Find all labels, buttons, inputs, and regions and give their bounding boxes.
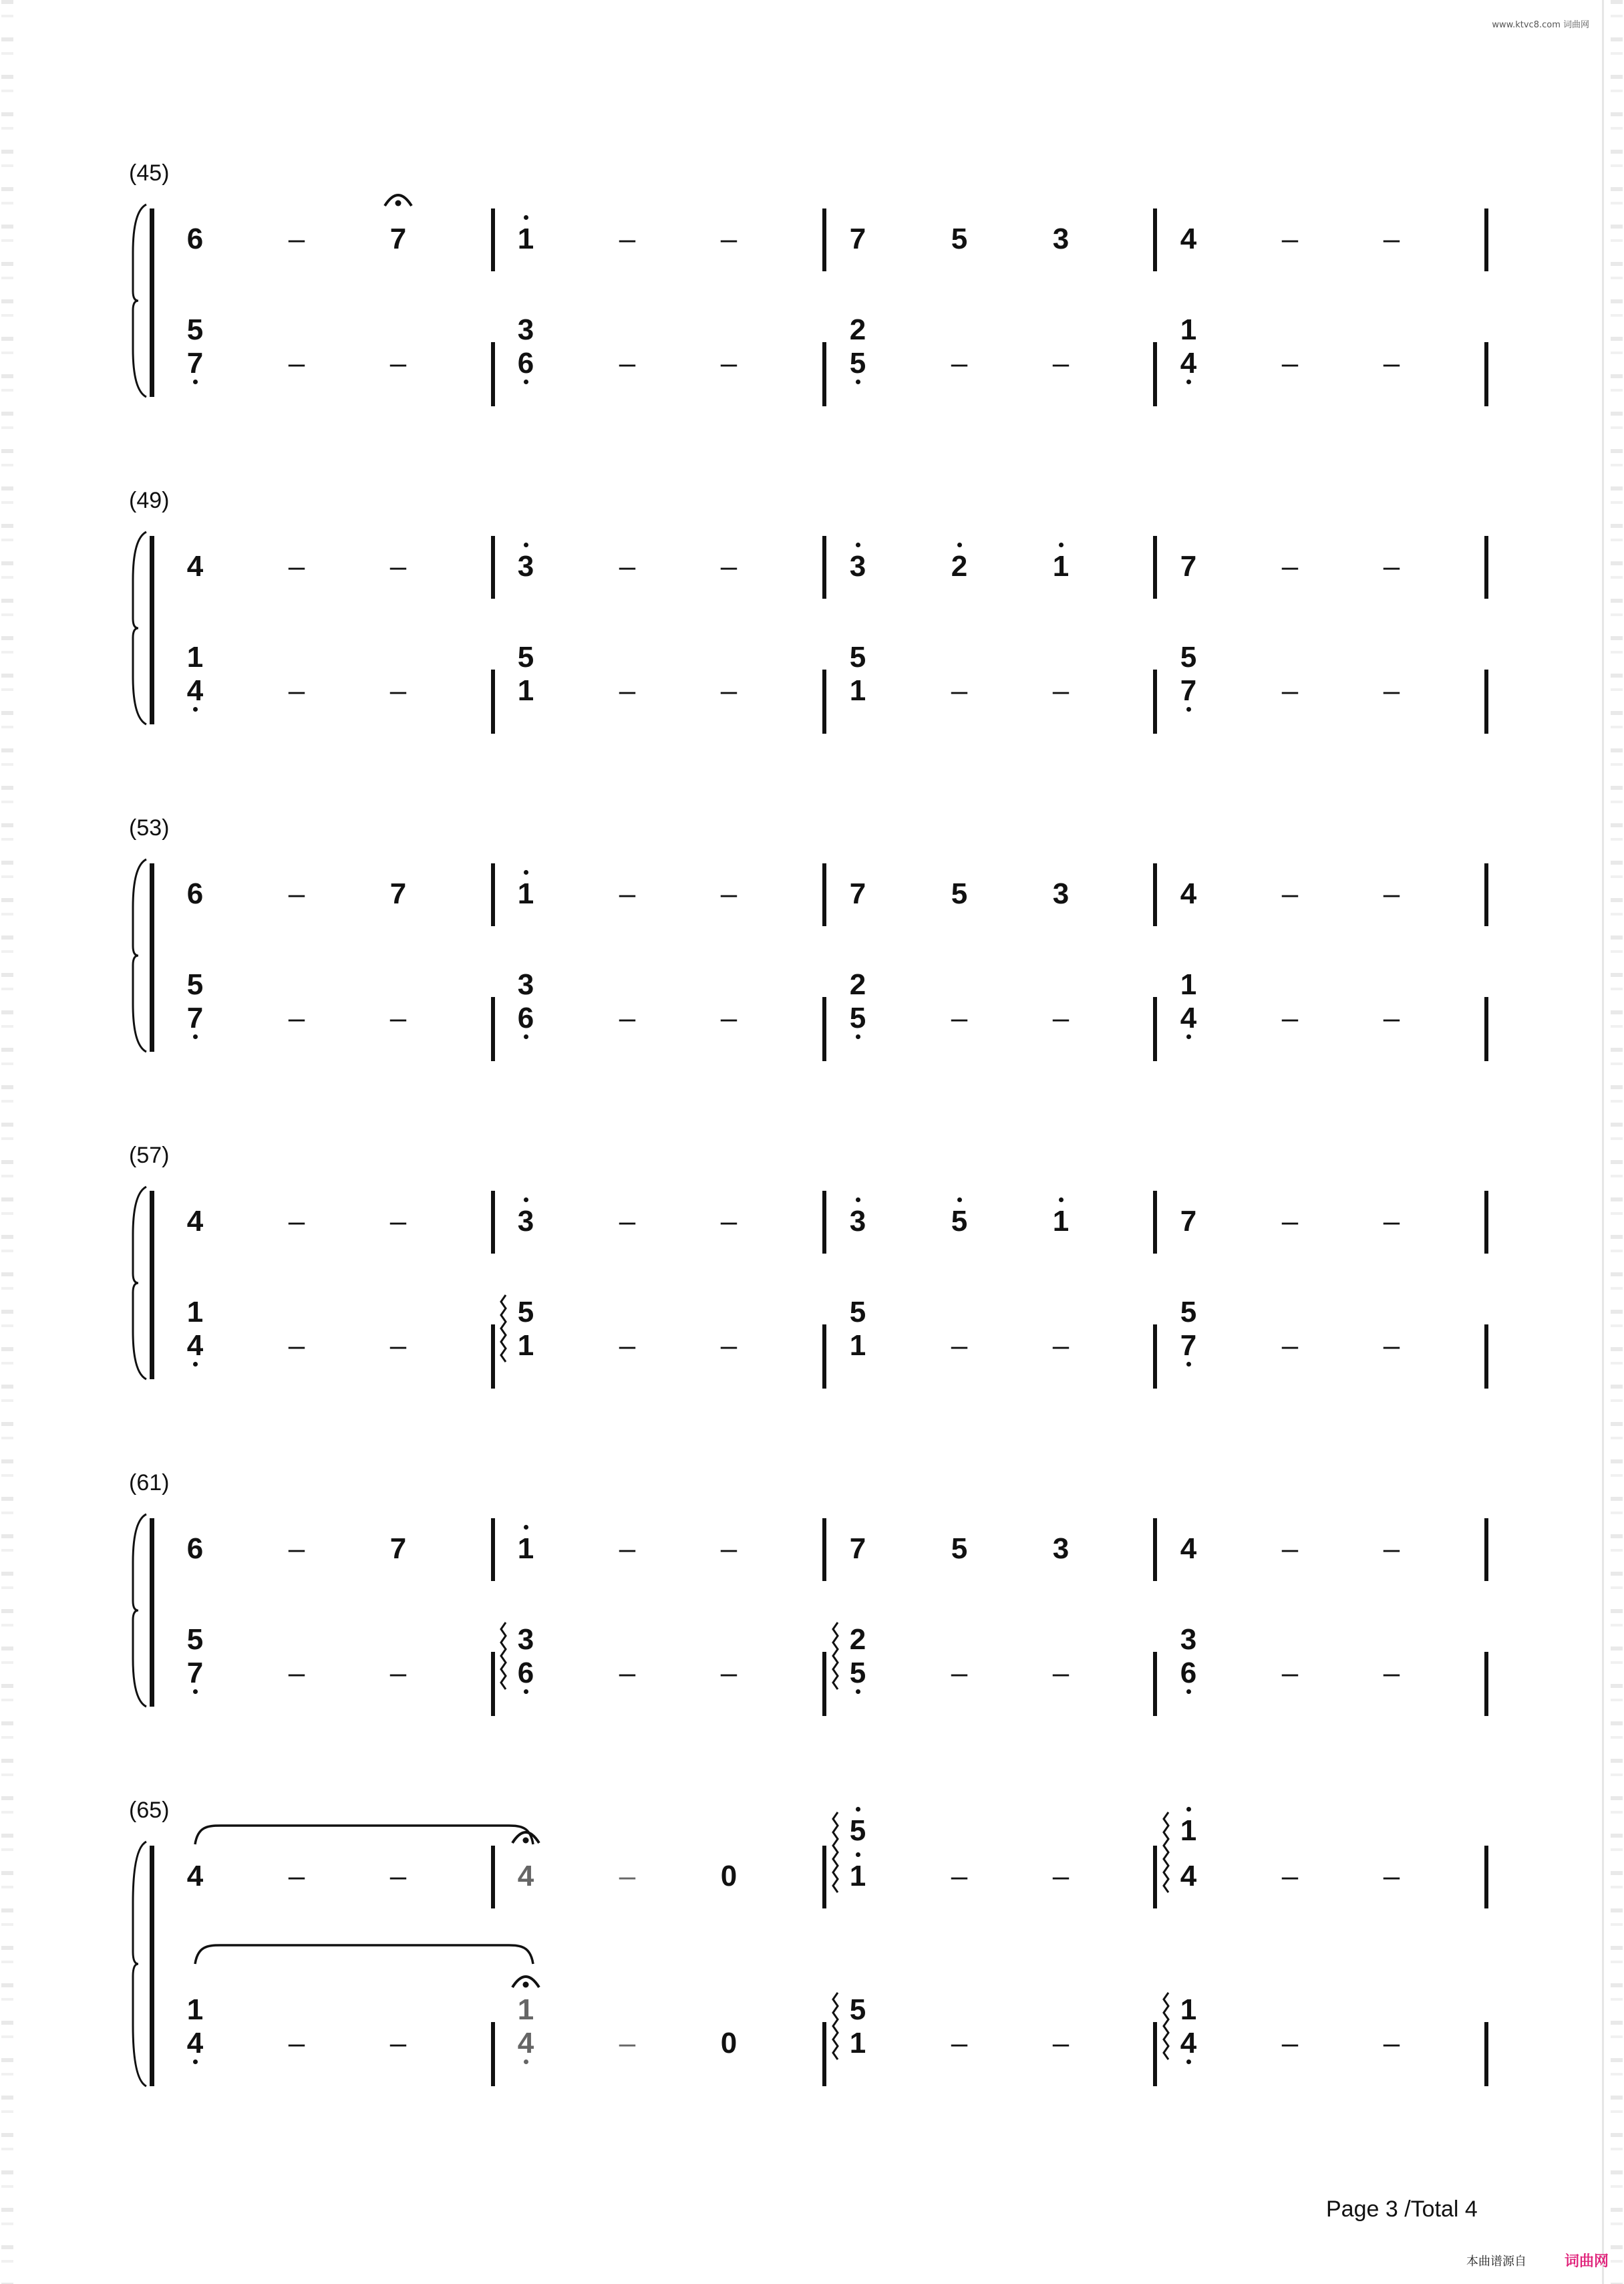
sustain-dash: –: [619, 347, 636, 380]
lower-chord-top: 1: [1180, 1993, 1197, 2026]
lower-chord-top: 5: [186, 313, 204, 346]
barline: [491, 670, 495, 734]
lower-chord-top: 5: [1180, 641, 1197, 674]
sustain-dash: –: [389, 674, 407, 707]
octave-dot-high: [524, 543, 528, 547]
octave-dot-high: [957, 543, 962, 547]
system-start-line: [150, 1846, 154, 2086]
lower-note: 6: [517, 1657, 534, 1689]
sustain-dash: –: [1281, 1329, 1299, 1362]
octave-dot-low: [193, 2059, 198, 2064]
barline: [822, 1324, 826, 1389]
upper-note: 1: [517, 223, 534, 255]
barline: [1153, 670, 1157, 734]
arpeggio-icon: [499, 1295, 512, 1361]
barline: [1484, 1324, 1488, 1389]
octave-dot-low: [524, 1689, 528, 1694]
sustain-dash: –: [288, 1532, 305, 1565]
barline: [1484, 1191, 1488, 1254]
lower-chord-top: 1: [1180, 968, 1197, 1001]
page-right-border: [1602, 0, 1604, 2284]
site-url[interactable]: www.ktvc8.com 词曲网: [1492, 20, 1589, 30]
barline: [1153, 1518, 1157, 1581]
sustain-dash: –: [1052, 347, 1070, 380]
upper-note: 1: [517, 1532, 534, 1565]
sustain-dash: –: [951, 1329, 968, 1362]
sustain-dash: –: [1281, 1860, 1299, 1892]
barline: [1484, 2022, 1488, 2086]
sustain-dash: –: [288, 347, 305, 380]
octave-dot-low: [856, 1689, 860, 1694]
lower-note: 5: [849, 347, 866, 380]
sustain-dash: –: [1383, 1329, 1400, 1362]
barline: [1484, 208, 1488, 271]
sustain-dash: –: [389, 1205, 407, 1238]
sustain-dash: –: [619, 1205, 636, 1238]
sustain-dash: –: [951, 674, 968, 707]
octave-dot-low: [524, 380, 528, 384]
lower-chord-top: 5: [849, 641, 866, 674]
octave-dot-low: [1186, 1689, 1191, 1694]
sustain-dash: –: [1383, 674, 1400, 707]
barline: [491, 1846, 495, 1908]
upper-note: 3: [517, 550, 534, 583]
barline: [822, 863, 826, 926]
octave-dot-low: [524, 1034, 528, 1039]
upper-note: 1: [1052, 550, 1070, 583]
barline: [491, 342, 495, 406]
sustain-dash: –: [619, 550, 636, 583]
sustain-dash: –: [389, 1329, 407, 1362]
barline: [1484, 536, 1488, 599]
upper-note: 4: [1180, 877, 1197, 910]
octave-dot-low: [1186, 380, 1191, 384]
octave-dot-high: [524, 870, 528, 875]
sustain-dash: –: [619, 674, 636, 707]
upper-note: 7: [389, 1532, 407, 1565]
sustain-dash: –: [389, 2027, 407, 2059]
lower-note: 4: [1180, 347, 1197, 380]
upper-note: 4: [1180, 1532, 1197, 1565]
sustain-dash: –: [619, 877, 636, 910]
lower-note: 5: [849, 1657, 866, 1689]
arpeggio-icon: [1162, 1812, 1175, 1888]
sustain-dash: –: [720, 1002, 738, 1034]
octave-dot-low: [524, 2059, 528, 2064]
sustain-dash: –: [288, 550, 305, 583]
octave-dot-low: [193, 1689, 198, 1694]
barline: [822, 342, 826, 406]
sustain-dash: –: [720, 1205, 738, 1238]
barline: [822, 1191, 826, 1254]
lower-chord-top: 1: [186, 1993, 204, 2026]
system-brace: [130, 859, 150, 1052]
upper-note: 4: [186, 1205, 204, 1238]
sustain-dash: –: [389, 550, 407, 583]
barline: [822, 997, 826, 1061]
sustain-dash: –: [1052, 1329, 1070, 1362]
upper-note: 3: [1052, 223, 1070, 255]
upper-note: 7: [389, 223, 407, 255]
right-watermark-strip: [1611, 0, 1623, 2284]
sustain-dash: –: [1383, 1657, 1400, 1689]
lower-chord-top: 3: [517, 1623, 534, 1656]
sustain-dash: –: [288, 2027, 305, 2059]
upper-note: 6: [186, 1532, 204, 1565]
barline: [491, 208, 495, 271]
sustain-dash: –: [1281, 1205, 1299, 1238]
system-start-line: [150, 208, 154, 397]
barline: [491, 1324, 495, 1389]
arpeggio-icon: [499, 1622, 512, 1688]
system-start-line: [150, 536, 154, 724]
system-brace: [130, 532, 150, 724]
barline: [1153, 342, 1157, 406]
upper-note: 4: [1180, 223, 1197, 255]
sustain-dash: –: [1281, 347, 1299, 380]
sustain-dash: –: [288, 1205, 305, 1238]
lower-note: 4: [517, 2027, 534, 2059]
upper-note: 1: [517, 877, 534, 910]
upper-note: 4: [186, 550, 204, 583]
sustain-dash: –: [1281, 1002, 1299, 1034]
octave-dot-high: [856, 1807, 860, 1812]
octave-dot-high: [524, 215, 528, 220]
upper-note: 1: [1052, 1205, 1070, 1238]
lower-note: 4: [186, 674, 204, 707]
lower-chord-top: 2: [849, 313, 866, 346]
barline: [822, 1846, 826, 1908]
barline: [491, 863, 495, 926]
sustain-dash: –: [1052, 1657, 1070, 1689]
barline: [1153, 1652, 1157, 1716]
lower-chord-top: 1: [186, 1296, 204, 1328]
lower-chord-top: 5: [517, 1296, 534, 1328]
octave-dot-low: [193, 1034, 198, 1039]
upper-note: 6: [186, 877, 204, 910]
barline: [822, 208, 826, 271]
sustain-dash: –: [619, 1657, 636, 1689]
sustain-dash: –: [1281, 2027, 1299, 2059]
sustain-dash: –: [288, 877, 305, 910]
barline: [1153, 208, 1157, 271]
octave-dot-high: [524, 1525, 528, 1530]
lower-chord-top: 5: [849, 1296, 866, 1328]
system-start-line: [150, 863, 154, 1052]
sustain-dash: –: [619, 1329, 636, 1362]
barline: [1153, 1846, 1157, 1908]
upper-note: 1: [849, 1860, 866, 1892]
sustain-dash: –: [1052, 2027, 1070, 2059]
sustain-dash: –: [720, 550, 738, 583]
upper-note: 2: [951, 550, 968, 583]
measure-number: (53): [129, 815, 170, 841]
sustain-dash: –: [288, 674, 305, 707]
barline: [1153, 863, 1157, 926]
lower-note: 1: [849, 674, 866, 707]
sustain-dash: –: [1383, 1002, 1400, 1034]
octave-dot-high: [1059, 543, 1064, 547]
barline: [822, 536, 826, 599]
system-brace: [130, 1514, 150, 1707]
barline: [491, 1191, 495, 1254]
barline: [822, 670, 826, 734]
arpeggio-icon: [831, 1622, 844, 1688]
footer-source-text: 本曲谱源自: [1466, 2255, 1526, 2269]
sustain-dash: –: [1052, 1860, 1070, 1892]
lower-chord-top: 2: [849, 968, 866, 1001]
sustain-dash: –: [619, 1860, 636, 1892]
sustain-dash: –: [288, 1002, 305, 1034]
lower-chord-top: 1: [517, 1993, 534, 2026]
lower-chord-top: 5: [186, 1623, 204, 1656]
upper-note: 7: [1180, 1205, 1197, 1238]
arpeggio-icon: [831, 1812, 844, 1888]
sustain-dash: –: [720, 223, 738, 255]
sustain-dash: –: [1052, 1002, 1070, 1034]
sustain-dash: –: [951, 1657, 968, 1689]
lower-chord-top: 5: [849, 1993, 866, 2026]
sustain-dash: –: [1383, 347, 1400, 380]
upper-note: 5: [951, 877, 968, 910]
lower-chord-top: 3: [517, 313, 534, 346]
upper-chord-top: 5: [849, 1814, 866, 1847]
sustain-dash: –: [389, 347, 407, 380]
barline: [1484, 863, 1488, 926]
upper-note: 7: [1180, 550, 1197, 583]
lower-note: 6: [517, 347, 534, 380]
barline: [1153, 1191, 1157, 1254]
lower-chord-top: 2: [849, 1623, 866, 1656]
octave-dot-low: [193, 380, 198, 384]
sustain-dash: –: [288, 223, 305, 255]
sustain-dash: –: [720, 1329, 738, 1362]
sustain-dash: –: [1281, 550, 1299, 583]
sustain-dash: –: [1052, 674, 1070, 707]
sustain-dash: –: [1383, 877, 1400, 910]
barline: [1484, 1518, 1488, 1581]
upper-note: 7: [389, 877, 407, 910]
sustain-dash: –: [720, 347, 738, 380]
lower-note: 4: [1180, 2027, 1197, 2059]
barline: [822, 1652, 826, 1716]
sustain-dash: –: [288, 1329, 305, 1362]
upper-chord-top: 1: [1180, 1814, 1197, 1847]
sustain-dash: –: [389, 1002, 407, 1034]
octave-dot-low: [1186, 2059, 1191, 2064]
fermata-icon: [510, 1826, 542, 1846]
octave-dot-high: [856, 1852, 860, 1857]
sustain-dash: –: [720, 1657, 738, 1689]
barline: [1484, 997, 1488, 1061]
tie-slur: [194, 1941, 534, 1968]
sustain-dash: –: [951, 1002, 968, 1034]
sustain-dash: –: [1383, 1532, 1400, 1565]
measure-number: (57): [129, 1143, 170, 1168]
barline: [491, 536, 495, 599]
footer-logo[interactable]: 词曲网: [1565, 2253, 1609, 2270]
octave-dot-low: [193, 707, 198, 712]
octave-dot-high: [1059, 1197, 1064, 1202]
barline: [1484, 1846, 1488, 1908]
system-start-line: [150, 1191, 154, 1379]
sustain-dash: –: [619, 1532, 636, 1565]
octave-dot-low: [856, 1034, 860, 1039]
lower-chord-top: 3: [517, 968, 534, 1001]
barline: [1484, 670, 1488, 734]
system-brace: [130, 1842, 150, 2086]
lower-note: 4: [186, 1329, 204, 1362]
barline: [1153, 2022, 1157, 2086]
lower-note: 7: [1180, 674, 1197, 707]
lower-note: 0: [720, 2027, 738, 2059]
sustain-dash: –: [720, 877, 738, 910]
sustain-dash: –: [1383, 1205, 1400, 1238]
octave-dot-low: [1186, 1362, 1191, 1367]
lower-chord-top: 5: [517, 641, 534, 674]
octave-dot-high: [957, 1197, 962, 1202]
lower-note: 1: [517, 674, 534, 707]
lower-note: 1: [849, 1329, 866, 1362]
sustain-dash: –: [1383, 1860, 1400, 1892]
octave-dot-high: [856, 1197, 860, 1202]
arpeggio-icon: [831, 1993, 844, 2058]
sustain-dash: –: [288, 1860, 305, 1892]
upper-note: 4: [1180, 1860, 1197, 1892]
system-brace: [130, 1187, 150, 1379]
sustain-dash: –: [1281, 223, 1299, 255]
left-watermark-strip: [1, 0, 13, 2284]
measure-number: (65): [129, 1798, 170, 1823]
lower-note: 6: [1180, 1657, 1197, 1689]
lower-note: 4: [1180, 1002, 1197, 1034]
system-brace: [130, 204, 150, 397]
upper-note: 3: [517, 1205, 534, 1238]
sustain-dash: –: [1281, 877, 1299, 910]
sustain-dash: –: [619, 1002, 636, 1034]
upper-note: 7: [849, 877, 866, 910]
octave-dot-low: [193, 1362, 198, 1367]
barline: [491, 1518, 495, 1581]
upper-note: 3: [849, 1205, 866, 1238]
octave-dot-high: [856, 543, 860, 547]
upper-note: 7: [849, 223, 866, 255]
sustain-dash: –: [1383, 2027, 1400, 2059]
lower-chord-top: 3: [1180, 1623, 1197, 1656]
sustain-dash: –: [619, 223, 636, 255]
arpeggio-icon: [1162, 1993, 1175, 2058]
upper-note: 0: [720, 1860, 738, 1892]
upper-note: 4: [517, 1860, 534, 1892]
upper-note: 3: [1052, 877, 1070, 910]
barline: [491, 997, 495, 1061]
lower-note: 4: [186, 2027, 204, 2059]
sustain-dash: –: [1383, 550, 1400, 583]
sustain-dash: –: [720, 674, 738, 707]
sustain-dash: –: [951, 347, 968, 380]
upper-note: 7: [849, 1532, 866, 1565]
sustain-dash: –: [951, 2027, 968, 2059]
barline: [822, 2022, 826, 2086]
lower-chord-top: 5: [1180, 1296, 1197, 1328]
sustain-dash: –: [288, 1657, 305, 1689]
sustain-dash: –: [619, 2027, 636, 2059]
lower-note: 6: [517, 1002, 534, 1034]
upper-note: 5: [951, 223, 968, 255]
lower-note: 7: [186, 1002, 204, 1034]
lower-chord-top: 5: [186, 968, 204, 1001]
sustain-dash: –: [389, 1657, 407, 1689]
upper-note: 5: [951, 1205, 968, 1238]
upper-note: 3: [1052, 1532, 1070, 1565]
lower-note: 7: [186, 347, 204, 380]
barline: [1153, 1324, 1157, 1389]
lower-note: 7: [1180, 1329, 1197, 1362]
sustain-dash: –: [951, 1860, 968, 1892]
barline: [1484, 342, 1488, 406]
upper-note: 6: [186, 223, 204, 255]
sustain-dash: –: [1281, 1657, 1299, 1689]
barline: [822, 1518, 826, 1581]
measure-number: (45): [129, 160, 170, 186]
barline: [1153, 997, 1157, 1061]
barline: [491, 1652, 495, 1716]
fermata-icon: [382, 188, 414, 208]
barline: [1153, 536, 1157, 599]
measure-number: (61): [129, 1470, 170, 1495]
barline: [491, 2022, 495, 2086]
fermata-icon: [510, 1970, 542, 1990]
lower-note: 7: [186, 1657, 204, 1689]
sustain-dash: –: [389, 1860, 407, 1892]
sustain-dash: –: [1281, 1532, 1299, 1565]
system-start-line: [150, 1518, 154, 1707]
lower-chord-top: 1: [186, 641, 204, 674]
octave-dot-high: [1186, 1807, 1191, 1812]
octave-dot-low: [856, 380, 860, 384]
page-number: Page 3 /Total 4: [1326, 2196, 1478, 2222]
tie-slur: [194, 1822, 534, 1848]
sustain-dash: –: [1383, 223, 1400, 255]
upper-note: 4: [186, 1860, 204, 1892]
sustain-dash: –: [720, 1532, 738, 1565]
upper-note: 5: [951, 1532, 968, 1565]
lower-note: 1: [517, 1329, 534, 1362]
octave-dot-high: [524, 1197, 528, 1202]
measure-number: (49): [129, 488, 170, 513]
sustain-dash: –: [1281, 674, 1299, 707]
lower-chord-top: 1: [1180, 313, 1197, 346]
octave-dot-low: [1186, 707, 1191, 712]
barline: [1484, 1652, 1488, 1716]
lower-note: 5: [849, 1002, 866, 1034]
lower-note: 1: [849, 2027, 866, 2059]
octave-dot-low: [1186, 1034, 1191, 1039]
upper-note: 3: [849, 550, 866, 583]
